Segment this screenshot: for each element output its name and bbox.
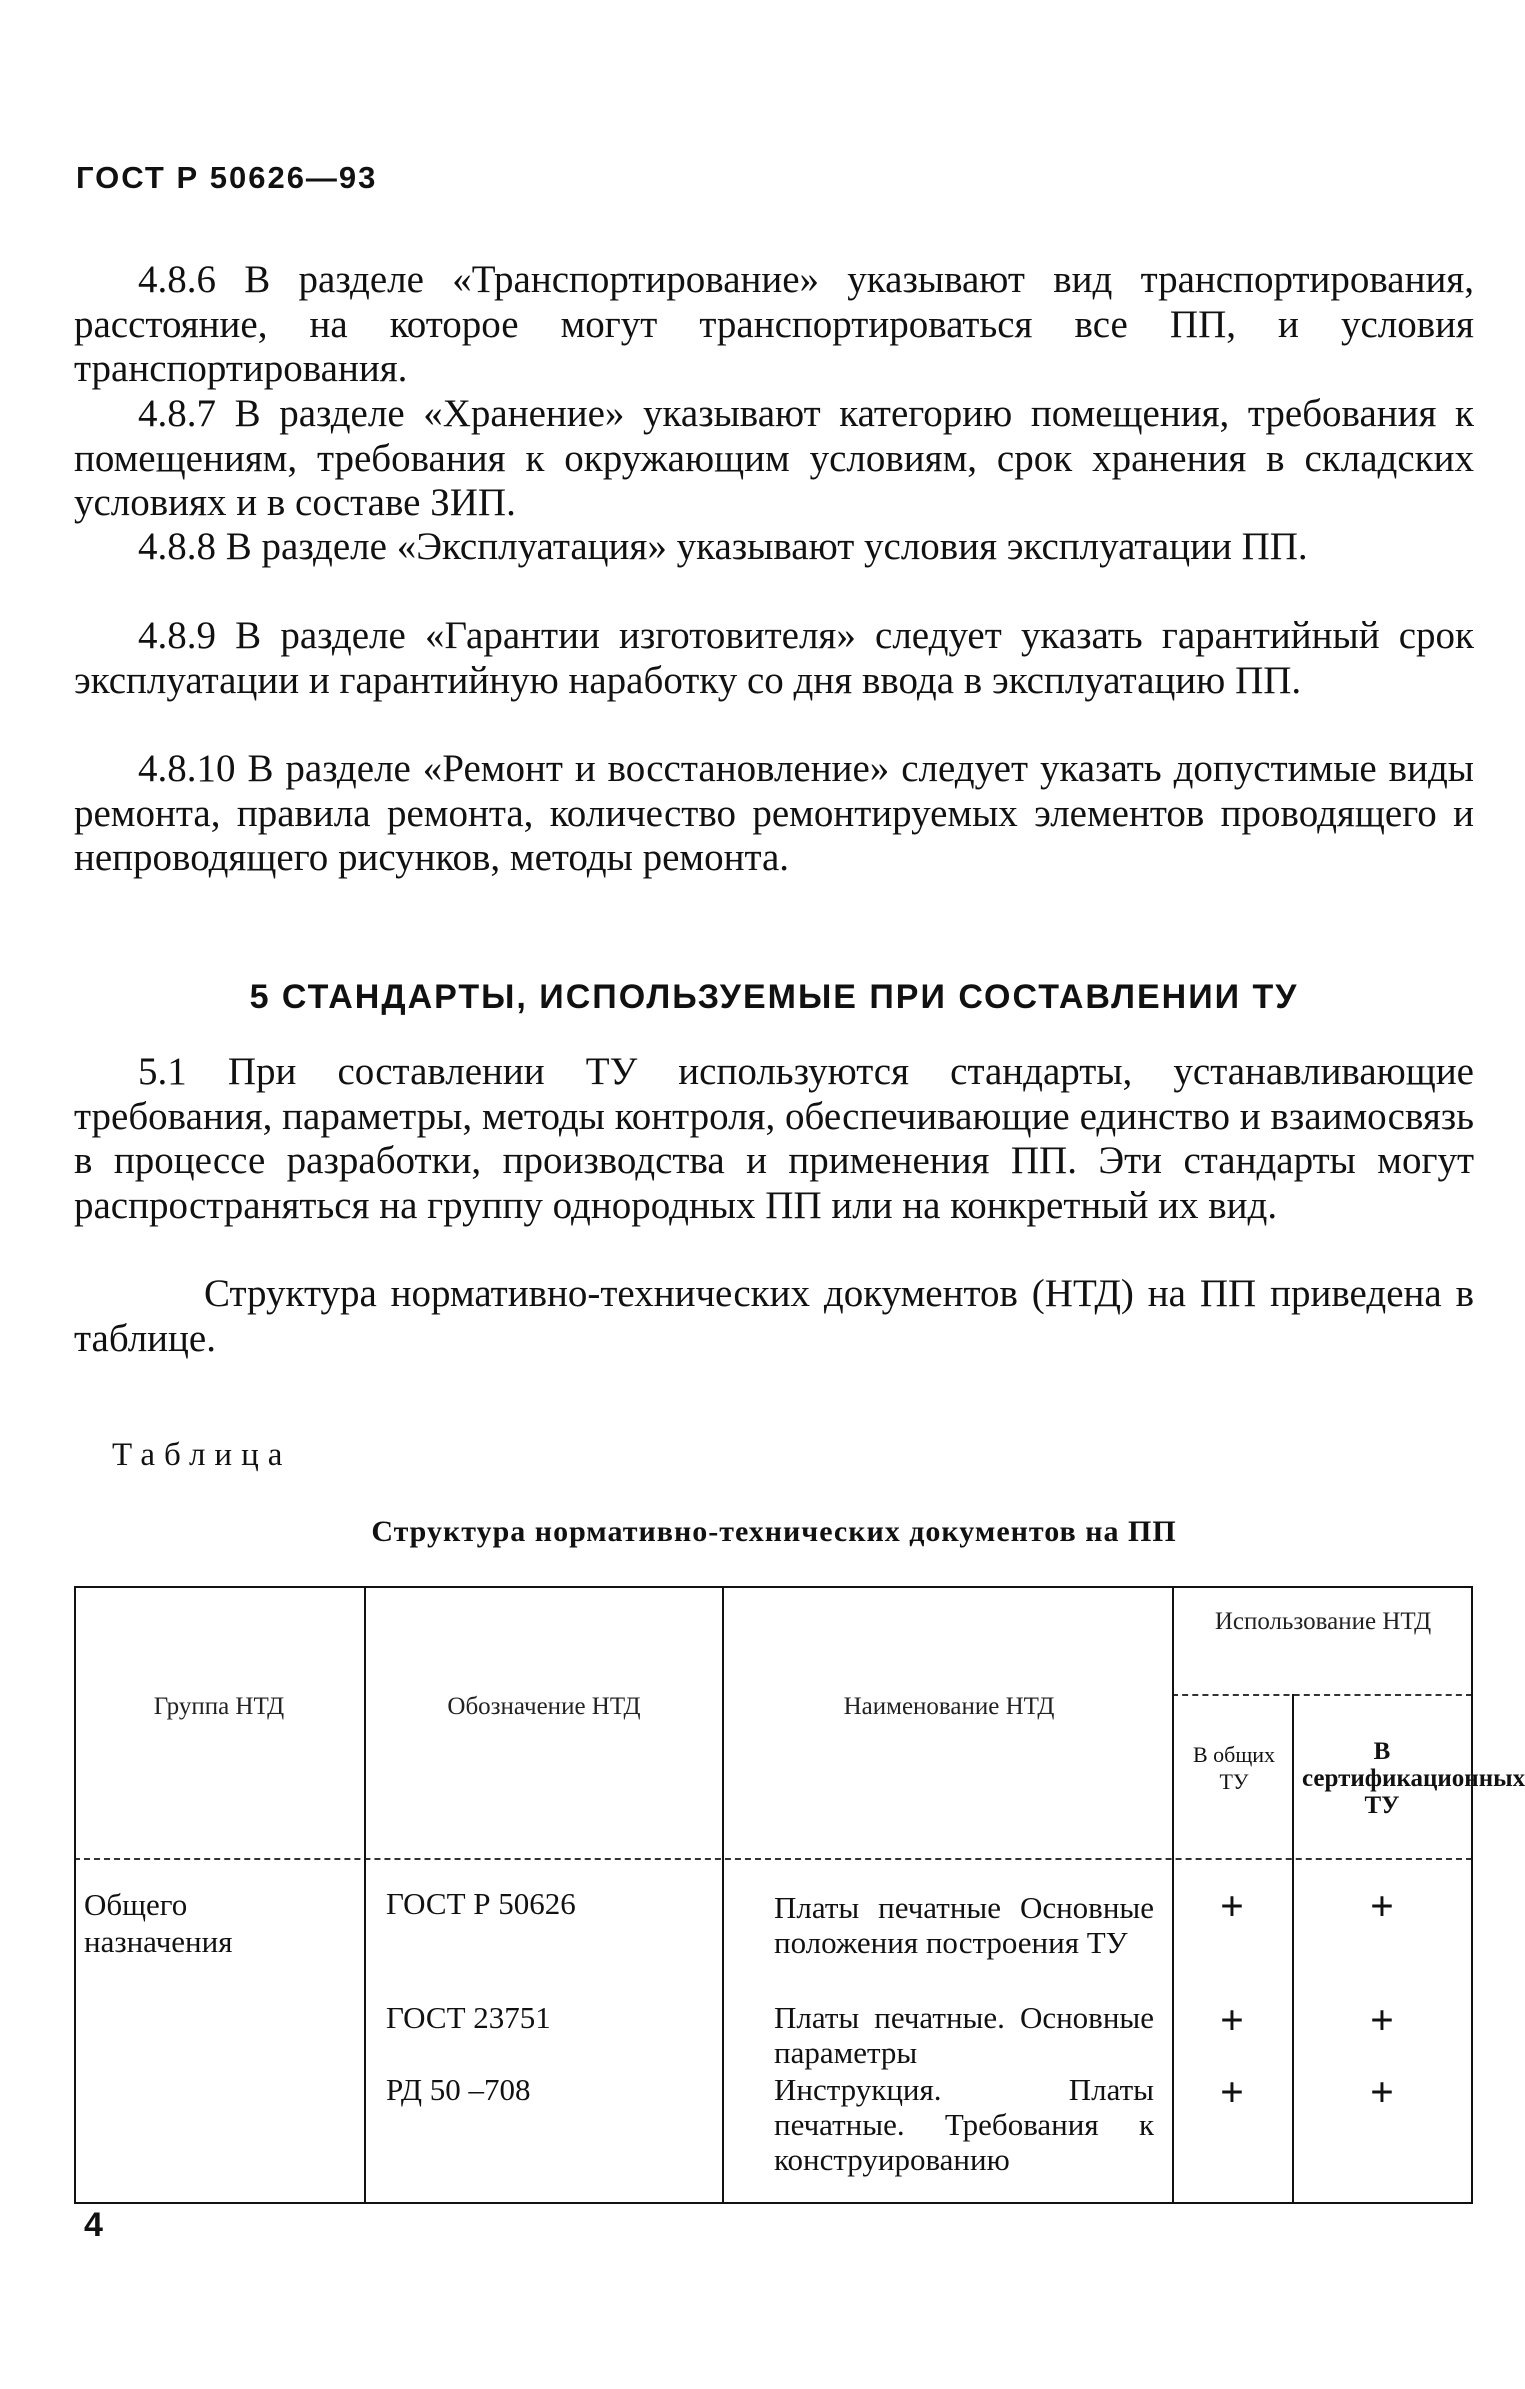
header-group: Группа НТД <box>153 1693 285 1720</box>
table-label: Таблица <box>112 1437 292 1473</box>
row-general-mark: + <box>1220 2070 1244 2116</box>
paragraph-text: 4.8.8 В разделе «Эксплуатация» указывают условия эксплуатации ПП. <box>138 525 1308 568</box>
row-designation: ГОСТ Р 50626 <box>386 1886 576 1921</box>
row-designation: ГОСТ 23751 <box>386 2000 551 2035</box>
row-general-mark: + <box>1220 1998 1244 2044</box>
ntd-table <box>74 1586 1525 2206</box>
column-divider <box>722 1586 724 2204</box>
paragraph-4-8-6 <box>74 258 1474 392</box>
row-name: Инструкция. Платы печатные. Требования к конструированию <box>774 2072 1154 2177</box>
paragraph-text: 4.8.7 В разделе «Хранение» указывают категорию помещения, требования к помещениям, требования к окружающим условиям, срок хранения в складских условиях и в составе ЗИП. <box>74 392 1474 524</box>
row-cert-mark: + <box>1370 1998 1394 2044</box>
paragraph-text: 5.1 При составлении ТУ используются стандарты, устанавливающие требования, параметры, методы контроля, обеспечивающие единство и взаимосвязь в процессе разработки, производства и применения ПП. Эти стандарты могут распространяться на группу однородных ПП или на конкретный их вид. <box>74 1050 1474 1227</box>
section-title: 5 СТАНДАРТЫ, ИСПОЛЬЗУЕМЫЕ ПРИ СОСТАВЛЕНИИ ТУ <box>249 978 1299 1016</box>
paragraph-text: Структура нормативно-технических документов (НТД) на ПП приведена в таблице. <box>74 1272 1474 1360</box>
header-general: В общих ТУ <box>1192 1742 1276 1794</box>
group-value: Общего назначения <box>84 1887 233 1959</box>
header-name: Наименование НТД <box>843 1693 1055 1720</box>
paragraph-5-1 <box>74 1050 1474 1228</box>
paragraph-text: 4.8.9 В разделе «Гарантии изготовителя» следует указать гарантийный срок эксплуатации и гарантийную наработку со дня ввода в эксплуатацию ПП. <box>74 614 1474 702</box>
page-number: 4 <box>84 2206 103 2244</box>
header-cert: В сертификационных ТУ <box>1302 1738 1525 1819</box>
header-bottom-rule <box>74 1858 1472 1860</box>
row-general-mark: + <box>1220 1884 1244 1930</box>
table-top-border <box>74 1586 1472 1588</box>
row-name: Платы печатные. Основные параметры <box>774 2000 1154 2070</box>
table-left-border <box>74 1586 76 2204</box>
row-designation: РД 50 –708 <box>386 2072 531 2107</box>
row-name: Платы печатные Основные положения построения ТУ <box>774 1890 1154 1960</box>
usage-subheader-rule <box>1172 1694 1472 1696</box>
column-divider <box>1292 1694 1294 2204</box>
column-divider <box>364 1586 366 2204</box>
standard-header: ГОСТ Р 50626—93 <box>76 160 378 195</box>
paragraph-text: 4.8.6 В разделе «Транспортирование» указывают вид транспортирования, расстояние, на которое могут транспортироваться все ПП, и условия транспортирования. <box>74 258 1474 390</box>
header-usage: Использование НТД <box>1214 1608 1432 1635</box>
table-bottom-border <box>74 2202 1472 2204</box>
header-designation: Обозначение НТД <box>447 1693 641 1720</box>
paragraph-4-8-10 <box>74 747 1474 881</box>
paragraph-structure <box>74 1272 1474 1361</box>
row-cert-mark: + <box>1370 1884 1394 1930</box>
paragraph-4-8-7 <box>74 392 1474 526</box>
paragraph-text: 4.8.10 В разделе «Ремонт и восстановление» следует указать допустимые виды ремонта, правила ремонта, количество ремонтируемых элементов проводящего и непроводящего рисунков, методы ремонта. <box>74 747 1474 879</box>
table-caption: Структура нормативно-технических документов на ПП <box>371 1515 1177 1548</box>
paragraph-4-8-8 <box>74 525 1474 570</box>
paragraph-4-8-9 <box>74 614 1474 703</box>
row-cert-mark: + <box>1370 2070 1394 2116</box>
table-right-border <box>1471 1586 1473 2204</box>
